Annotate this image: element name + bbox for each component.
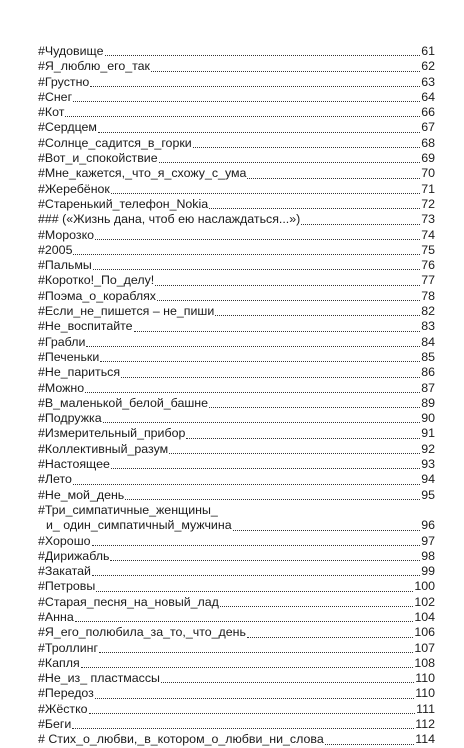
toc-entry-page-number: 85: [421, 349, 435, 364]
toc-entry-title: #Капля: [38, 655, 80, 670]
toc-entry-page-number: 78: [421, 288, 435, 303]
toc-entry-page-number: 86: [421, 365, 435, 380]
dot-leader: [220, 606, 413, 607]
toc-entry: [38, 488, 435, 503]
toc-entry: [38, 182, 435, 197]
toc-entry-title: #Старая_песня_на_новый_лад: [38, 594, 219, 609]
dot-leader: [93, 269, 420, 270]
dot-leader: [111, 193, 420, 194]
toc-entry-page-number: 92: [421, 441, 435, 456]
dot-leader: [73, 101, 420, 102]
toc-entry: [38, 717, 435, 732]
toc-entry-title: #Не_воспитайте: [38, 319, 133, 334]
toc-entry-page-number: 83: [421, 319, 435, 334]
toc-entry-page-number: 93: [421, 457, 435, 472]
dot-leader: [134, 331, 421, 332]
dot-leader: [92, 575, 420, 576]
toc-entry: [38, 396, 435, 411]
toc-entry-page-number: 89: [421, 395, 435, 410]
toc-entry: [38, 625, 435, 640]
toc-entry: [38, 273, 435, 288]
toc-entry-title: #Печеньки: [38, 349, 100, 364]
toc-entry: [38, 289, 435, 304]
toc-entry: [38, 503, 435, 518]
toc-entry-page-number: 77: [421, 273, 435, 288]
dot-leader: [125, 499, 420, 500]
toc-entry: [38, 243, 435, 258]
toc-entry-title: #Я_люблю_его_так: [38, 59, 150, 74]
toc-entry-page-number: 67: [421, 120, 435, 135]
toc-entry-title: #Вот_и_спокойствие: [38, 151, 158, 166]
dot-leader: [233, 530, 421, 531]
dot-leader: [209, 208, 420, 209]
toc-entry-title: #Не_из_ пластмассы: [38, 671, 160, 686]
dot-leader: [85, 392, 420, 393]
toc-entry: [38, 641, 435, 656]
toc-entry-page-number: 110: [415, 671, 435, 686]
dot-leader: [159, 162, 421, 163]
toc-entry-title: #Подружка: [38, 411, 102, 426]
dot-leader: [92, 545, 421, 546]
toc-entry: [38, 304, 435, 319]
toc-entry: [38, 671, 435, 686]
toc-entry-page-number: 62: [421, 59, 435, 74]
toc-entry-page-number: 108: [414, 655, 435, 670]
dot-leader: [325, 744, 415, 745]
toc-entry-title: ### («Жизнь дана, чтоб ею наслаждаться...»): [38, 212, 301, 227]
toc-entry-title: #Закатай: [38, 564, 91, 579]
toc-entry-title: и_ один_симпатичный_мужчина: [46, 518, 232, 533]
toc-entry: [38, 411, 435, 426]
dot-leader: [247, 178, 420, 179]
toc-entry-title: #Три_симпатичные_женщины_: [38, 502, 218, 517]
toc-entry-title: #Хорошо: [38, 533, 91, 548]
dot-leader: [151, 71, 420, 72]
toc-entry-page-number: 63: [421, 74, 435, 89]
toc-entry: [38, 350, 435, 365]
toc-entry: [38, 136, 435, 151]
toc-entry-title: #Жеребёнок: [38, 181, 110, 196]
dot-leader: [103, 422, 421, 423]
toc-entry-page-number: 90: [421, 411, 435, 426]
toc-entry-title: #Кот: [38, 105, 65, 120]
toc-entry-page-number: 73: [421, 212, 435, 227]
toc-entry-title: #Коллективный_разум: [38, 441, 169, 456]
toc-entry-page-number: 99: [421, 564, 435, 579]
toc-entry-title: #Чудовище: [38, 44, 104, 58]
toc-entry: [38, 197, 435, 212]
toc-entry: [38, 564, 435, 579]
toc-entry: [38, 457, 435, 472]
toc-entry: [38, 595, 435, 610]
toc-entry-title: #Не_мой_день: [38, 487, 125, 502]
toc-entry: [38, 549, 435, 564]
toc-entry-page-number: 94: [421, 472, 435, 487]
toc-entry-page-number: 84: [421, 334, 435, 349]
toc-entry: [38, 59, 435, 74]
toc-entry-page-number: 102: [414, 594, 435, 609]
toc-entry-page-number: 75: [421, 242, 435, 257]
dot-leader: [75, 621, 414, 622]
toc-entry-title: #Измерительный_прибор: [38, 426, 186, 441]
toc-entry: [38, 610, 435, 625]
toc-entry-page-number: 70: [421, 166, 435, 181]
toc-entry: [38, 656, 435, 671]
dot-leader: [193, 147, 421, 148]
toc-entry-page-number: 64: [421, 89, 435, 104]
dot-leader: [215, 315, 420, 316]
toc-entry-title: #Петровы: [38, 579, 96, 594]
toc-entry-title: #Анна: [38, 609, 74, 624]
toc-entry: [38, 75, 435, 90]
toc-entry-title: #Морозко: [38, 227, 95, 242]
dot-leader: [90, 86, 420, 87]
dot-leader: [100, 361, 420, 362]
toc-entry-title: #Сердцем: [38, 120, 97, 135]
dot-leader: [73, 484, 420, 485]
toc-entry-title: #Грустно: [38, 74, 90, 89]
toc-entry-page-number: 111: [416, 701, 435, 716]
toc-entry: [38, 472, 435, 487]
toc-entry-title: #Троллинг: [38, 640, 99, 655]
toc-entry: [38, 442, 435, 457]
toc-entry-page-number: 106: [414, 625, 435, 640]
toc-entry-page-number: 71: [421, 181, 435, 196]
toc-entry-page-number: 100: [414, 579, 435, 594]
toc-entry-title: #Не_париться: [38, 365, 121, 380]
toc-entry-title: #Поэма_о_кораблях: [38, 288, 157, 303]
toc-entry-page-number: 82: [421, 304, 435, 319]
toc-entry: [38, 120, 435, 135]
toc-entry-page-number: 107: [414, 640, 435, 655]
toc-entry-title: #Я_его_полюбила_за_то,_что_день: [38, 625, 246, 640]
dot-leader: [81, 667, 414, 668]
dot-leader: [247, 637, 413, 638]
toc-entry-title: #2005: [38, 242, 73, 257]
dot-leader: [111, 468, 420, 469]
toc-entry: [38, 732, 435, 747]
toc-entry-title: #Коротко!_По_делу!: [38, 273, 155, 288]
toc-entry: [38, 381, 435, 396]
toc-entry-title: #Если_не_пишется – не_пиши: [38, 304, 215, 319]
dot-leader: [301, 224, 420, 225]
dot-leader: [96, 591, 413, 592]
dot-leader: [86, 346, 420, 347]
toc-entry-title: #Можно: [38, 380, 85, 395]
dot-leader: [99, 652, 413, 653]
toc-entry-title: #Солнце_садится_в_горки: [38, 135, 192, 150]
toc-entry: [38, 44, 435, 59]
toc-entry-page-number: 97: [421, 533, 435, 548]
toc-entry-page-number: 61: [421, 44, 435, 58]
toc-entry-page-number: 74: [421, 227, 435, 242]
toc-entry-title: #Передоз: [38, 686, 94, 701]
dot-leader: [157, 300, 420, 301]
toc-entry: [38, 534, 435, 549]
toc-entry: [38, 686, 435, 701]
dot-leader: [121, 377, 420, 378]
dot-leader: [110, 560, 420, 561]
dot-leader: [89, 713, 416, 714]
dot-leader: [155, 285, 420, 286]
toc-entry: [38, 319, 435, 334]
toc-entry-page-number: 98: [421, 548, 435, 563]
dot-leader: [105, 55, 421, 56]
toc-entry-title: # Стих_о_любви,_в_котором_о_любви_ни_слова: [38, 732, 324, 747]
toc-entry-title: #Мне_кажется,_что_я_схожу_с_ума: [38, 166, 247, 181]
toc-entry: [38, 518, 435, 533]
toc-entry-page-number: 69: [421, 151, 435, 166]
toc-entry: [38, 166, 435, 181]
table-of-contents: [38, 44, 435, 748]
toc-entry: [38, 365, 435, 380]
toc-entry-title: #Беги: [38, 717, 72, 732]
toc-entry-title: #В_маленькой_белой_башне: [38, 395, 209, 410]
toc-entry-page-number: 72: [421, 196, 435, 211]
toc-entry-page-number: 110: [415, 686, 435, 701]
dot-leader: [186, 438, 420, 439]
toc-entry: [38, 426, 435, 441]
toc-entry-page-number: 87: [421, 380, 435, 395]
dot-leader: [95, 239, 420, 240]
toc-entry: [38, 105, 435, 120]
dot-leader: [98, 132, 420, 133]
toc-entry: [38, 702, 435, 717]
toc-entry-page-number: 95: [421, 487, 435, 502]
toc-entry-title: #Настоящее: [38, 457, 110, 472]
toc-entry-page-number: 96: [421, 518, 435, 533]
toc-entry-title: #Снег: [38, 89, 73, 104]
toc-entry: [38, 579, 435, 594]
dot-leader: [209, 407, 420, 408]
toc-entry-page-number: 68: [421, 135, 435, 150]
toc-entry-page-number: 76: [421, 258, 435, 273]
toc-entry: [38, 258, 435, 273]
toc-entry-title: #Жёстко: [38, 701, 88, 716]
toc-entry-title: #Пальмы: [38, 258, 92, 273]
toc-entry-title: #Грабли: [38, 334, 86, 349]
dot-leader: [72, 728, 414, 729]
toc-entry: [38, 151, 435, 166]
dot-leader: [169, 453, 420, 454]
toc-entry-title: #Лето: [38, 472, 72, 487]
toc-entry-title: #Дирижабль: [38, 548, 110, 563]
toc-entry-page-number: 114: [415, 732, 435, 747]
toc-entry-page-number: 112: [415, 717, 435, 732]
toc-entry-page-number: 104: [414, 609, 435, 624]
toc-entry: [38, 212, 435, 227]
toc-entry-title: #Старенький_телефон_Nokia: [38, 196, 209, 211]
toc-entry: [38, 228, 435, 243]
dot-leader: [65, 116, 420, 117]
dot-leader: [73, 254, 420, 255]
toc-entry: [38, 335, 435, 350]
toc-entry: [38, 90, 435, 105]
dot-leader: [161, 682, 414, 683]
toc-entry-page-number: 66: [421, 105, 435, 120]
toc-entry-page-number: 91: [421, 426, 435, 441]
